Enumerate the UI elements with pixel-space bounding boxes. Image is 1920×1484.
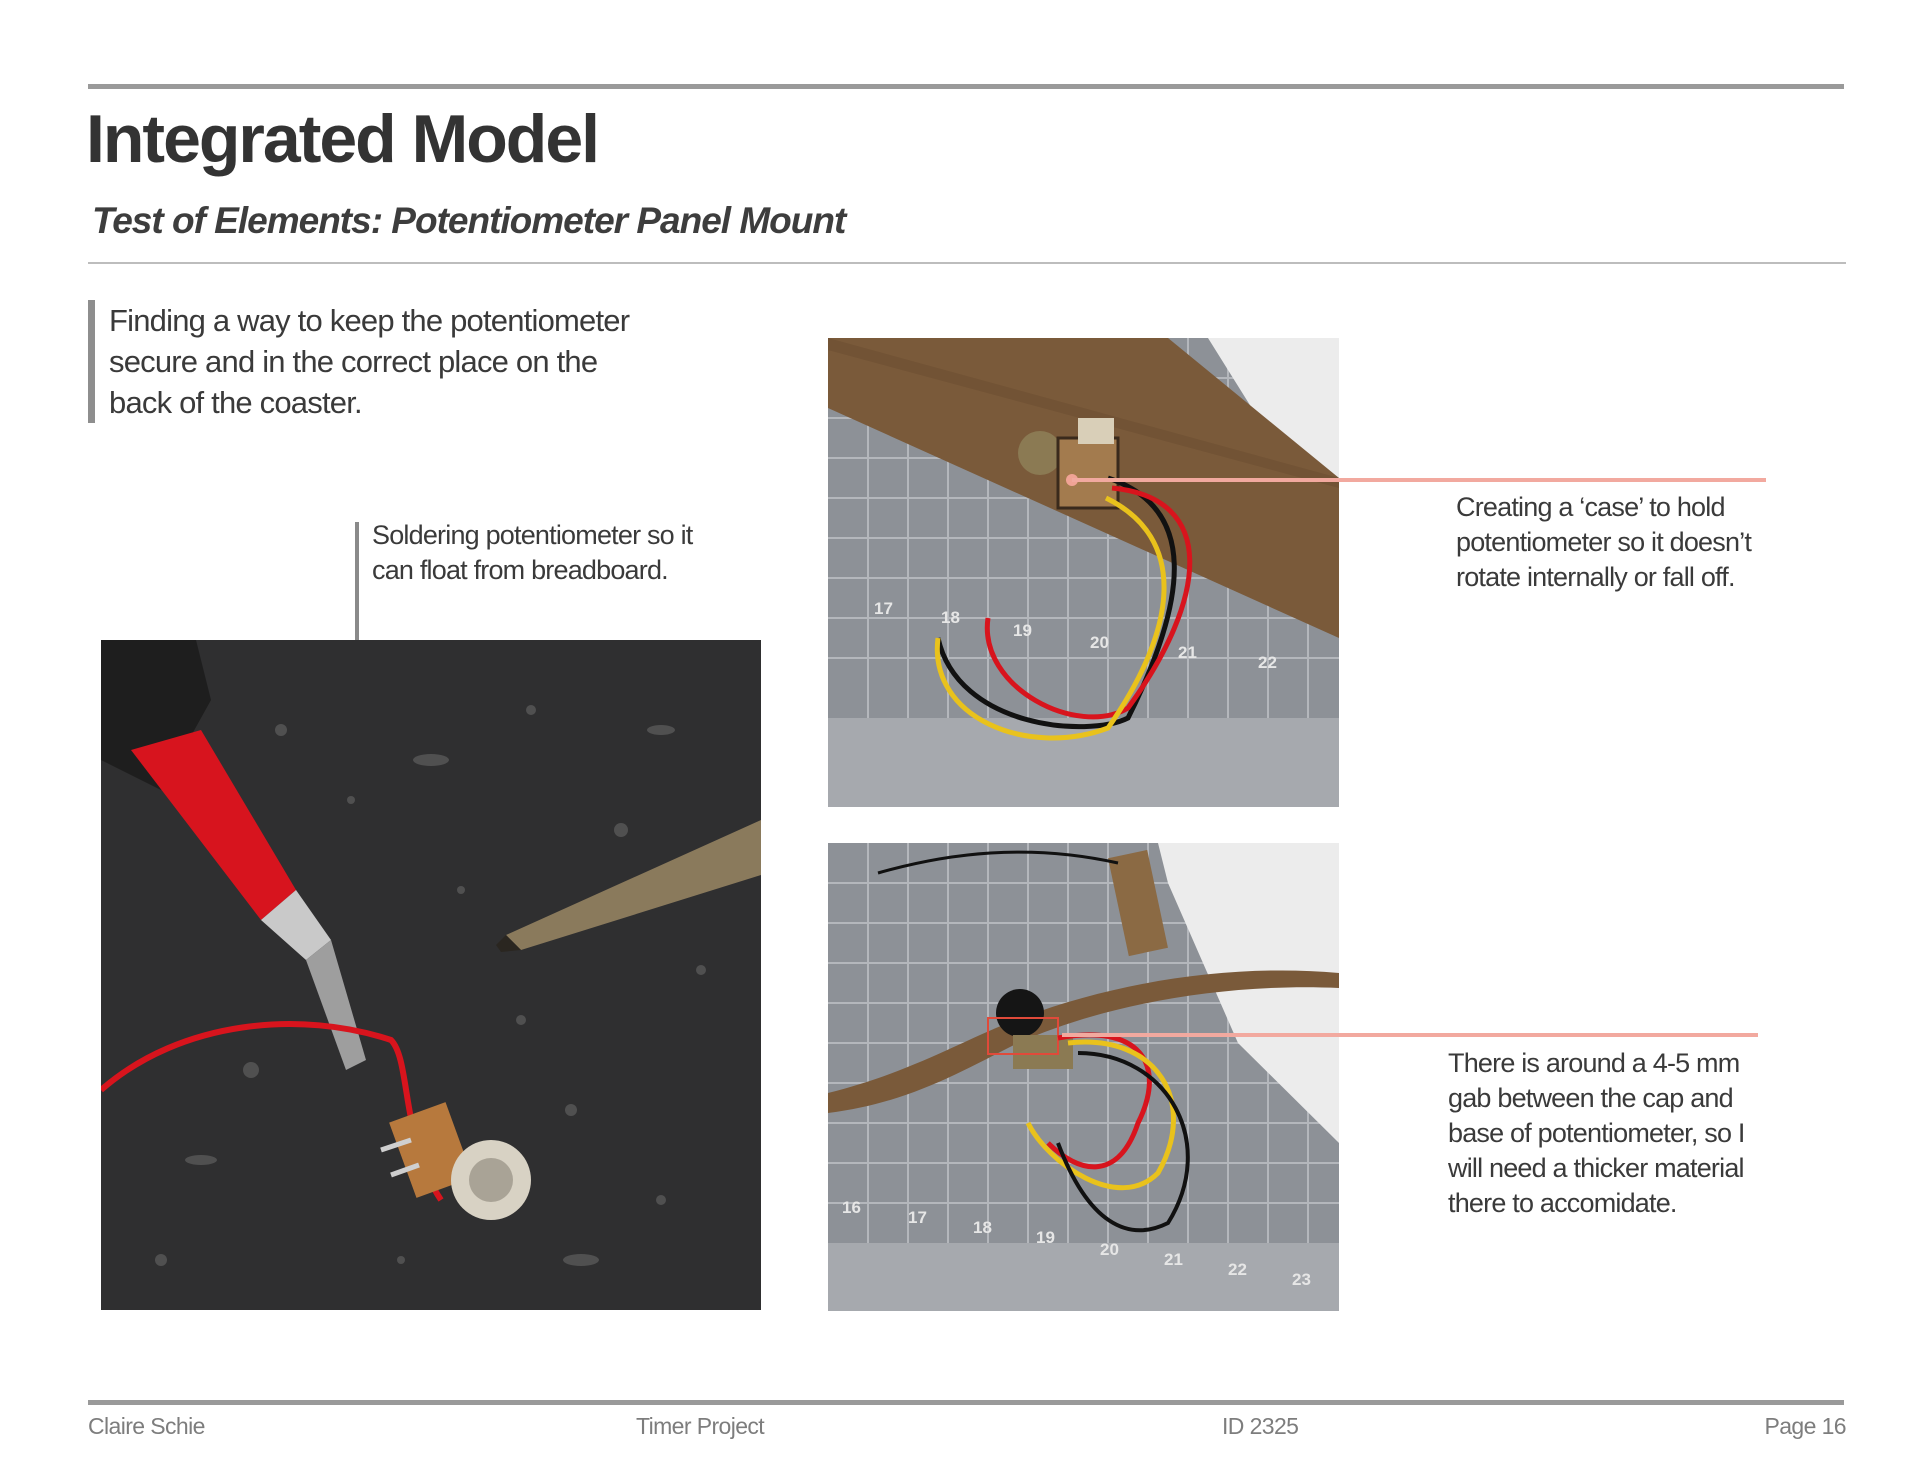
gap-caption: [1448, 1046, 1868, 1221]
caption-line: there to accomidate.: [1448, 1188, 1677, 1218]
caption-line: will need a thicker material: [1448, 1153, 1744, 1183]
case-caption: [1456, 490, 1856, 595]
ruler-number: 22: [1258, 653, 1277, 672]
ruler-number: 20: [1090, 633, 1109, 652]
soldering-caption: [372, 518, 772, 588]
caption-line: potentiometer so it doesn’t: [1456, 527, 1752, 557]
caption-line: Soldering potentiometer so it: [372, 520, 693, 550]
intro-line: back of the coaster.: [109, 385, 362, 420]
caption-line: Creating a ‘case’ to hold: [1456, 492, 1725, 522]
ruler-number: 21: [1178, 643, 1197, 662]
soldering-photo: [101, 640, 761, 1310]
footer-rule: [88, 1400, 1844, 1405]
case-leader-line: [1072, 478, 1766, 482]
ruler-number: 20: [1100, 1240, 1119, 1259]
footer-project: Timer Project: [636, 1413, 765, 1439]
subtitle-rule: [88, 262, 1846, 264]
intro-line: Finding a way to keep the potentiometer: [109, 303, 630, 338]
ruler-number: 22: [1228, 1260, 1247, 1279]
intro-line: secure and in the correct place on the: [109, 344, 598, 379]
caption-line: There is around a 4-5 mm: [1448, 1048, 1740, 1078]
ruler-number: 21: [1164, 1250, 1183, 1269]
ruler-number: 16: [842, 1198, 861, 1217]
intro-block: [88, 300, 709, 423]
caption-line: gab between the cap and: [1448, 1083, 1733, 1113]
ruler-number: 19: [1036, 1228, 1055, 1247]
case-photo: [828, 338, 1339, 807]
ruler-number: 18: [941, 608, 960, 627]
footer-author: Claire Schie: [88, 1413, 205, 1439]
footer-course: ID 2325: [1222, 1413, 1299, 1439]
ruler-number: 18: [973, 1218, 992, 1237]
ruler-number: 17: [874, 599, 893, 618]
ruler-number: 23: [1292, 1270, 1311, 1289]
footer-page-number: Page 16: [1764, 1413, 1846, 1439]
ruler-number: 17: [908, 1208, 927, 1227]
caption-line: base of potentiometer, so I: [1448, 1118, 1745, 1148]
page-title: Integrated Model: [86, 101, 599, 177]
caption-line: rotate internally or fall off.: [1456, 562, 1735, 592]
ruler-number: 19: [1013, 621, 1032, 640]
gap-photo: [828, 843, 1339, 1311]
caption-line: can float from breadboard.: [372, 555, 668, 585]
top-rule: [88, 84, 1844, 89]
gap-leader-line: [1062, 1033, 1758, 1037]
page-subtitle: Test of Elements: Potentiometer Panel Mount: [92, 200, 846, 241]
